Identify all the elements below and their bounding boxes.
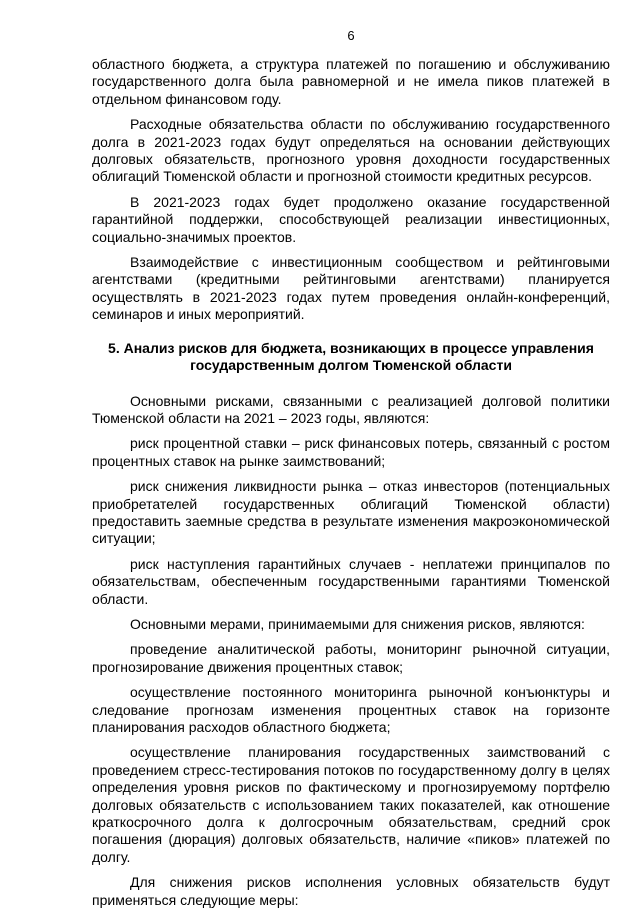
paragraph-main-risks-intro: Основными рисками, связанными с реализацией долговой политики Тюменской области на 2021 – 2023 годы, являются: [92, 392, 610, 426]
paragraph-guarantee-risk: риск наступления гарантийных случаев - неплатежи принципалов по обязательствам, обеспеченным государственными гарантиями Тюменской области. [92, 555, 610, 607]
paragraph-measures-intro: Основными мерами, принимаемыми для снижения рисков, являются: [130, 615, 585, 632]
page-number: 6 [347, 28, 355, 43]
paragraph-state-guarantees: В 2021-2023 годах будет продолжено оказание государственной гарантийной поддержки, способствующей реализации инвестиционных, социально-значимых проектов. [92, 193, 610, 245]
paragraph-investor-interaction: Взаимодействие с инвестиционным сообществом и рейтинговыми агентствами (кредитными рейтинговыми агентствами) планируется осуществлять в 2021-2023 годах путем проведения онлайн-конференций, семинаров и иных мероприятий. [92, 254, 610, 323]
paragraph-contingent-liabilities: Для снижения рисков исполнения условных обязательств будут применяться следующие меры: [92, 874, 610, 908]
paragraph-interest-rate-risk: риск процентной ставки – риск финансовых потерь, связанный с ростом процентных ставок на рынке заимствований; [92, 435, 610, 469]
paragraph-debt-service-expenses: Расходные обязательства области по обслуживанию государственного долга в 2021-2023 годах будут определяться на основании действующих долговых обязательств, прогнозного уровня доходности государственных облигаций Тюменской области и прогнозной стоимости кредитных ресурсов. [92, 116, 610, 185]
paragraph-liquidity-risk: риск снижения ликвидности рынка – отказ инвесторов (потенциальных приобретателей государственных облигаций Тюменской области) предоставить заемные средства в результате изменения макроэкономической ситуации; [92, 478, 610, 547]
paragraph-borrowing-planning: осуществление планирования государственных заимствований с проведением стресс-тестирования потоков по государственному долгу в целях определения уровня рисков по фактическому и прогнозируемому портфелю долговых обязательств с использованием таких показателей, как отношение краткосрочного долга к долгосрочным обязательствам, средний срок погашения (дюрация) долговых обязательств, наличие «пиков» платежей по долгу. [92, 744, 610, 865]
document-page [92, 28, 610, 917]
paragraph-continuation: областного бюджета, а структура платежей по погашению и обслуживанию государственного долга была равномерной и не имела пиков платежей в отдельном финансовом году. [92, 56, 610, 107]
paragraph-analytical-work: проведение аналитической работы, мониторинг рыночной ситуации, прогнозирование движения процентных ставок; [92, 641, 610, 675]
paragraph-market-monitoring: осуществление постоянного мониторинга рыночной конъюнктуры и следование прогнозам изменения процентных ставок на горизонте планирования расходов областного бюджета; [92, 684, 610, 735]
section-heading: 5. Анализ рисков для бюджета, возникающих в процессе управления государственным долгом Тюменской области [108, 339, 594, 374]
